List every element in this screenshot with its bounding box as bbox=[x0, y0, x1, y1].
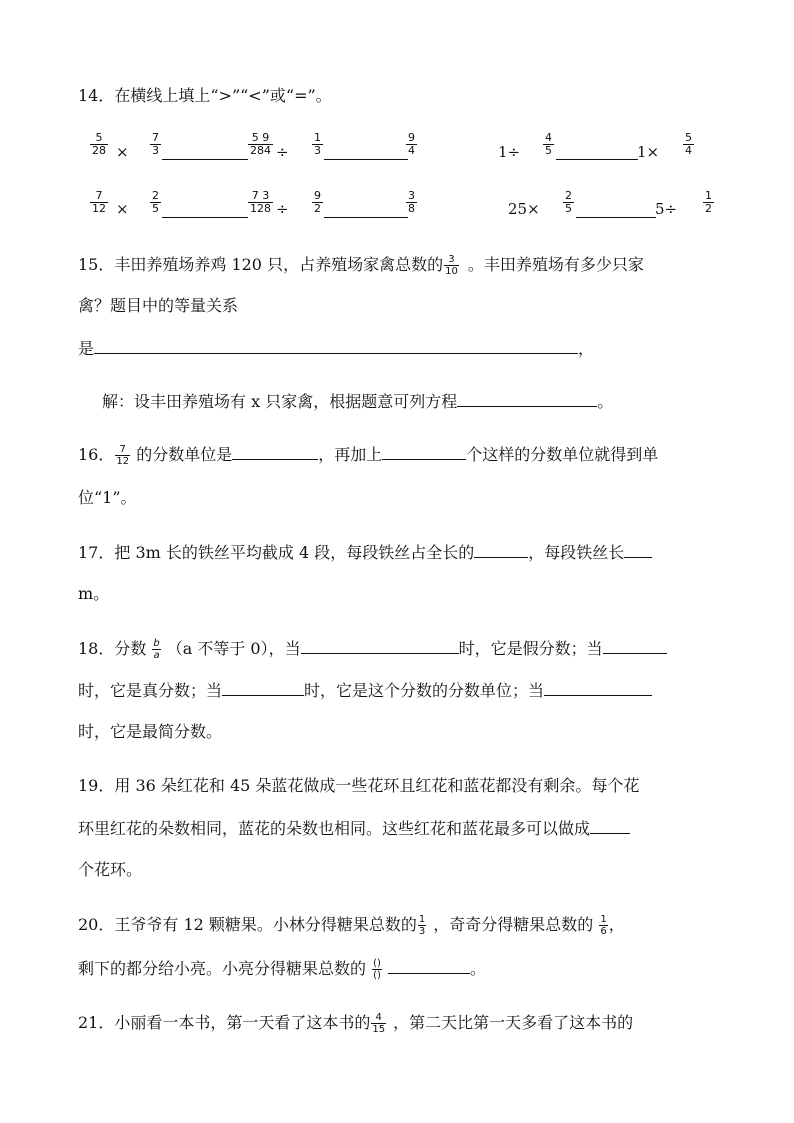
answer-blank[interactable] bbox=[382, 444, 466, 460]
fraction: $\frac{1}{3}$ bbox=[418, 914, 426, 937]
fraction: $\frac{4}{5}$ bbox=[545, 131, 552, 157]
fraction: () () bbox=[373, 958, 381, 981]
answer-blank[interactable] bbox=[324, 159, 408, 160]
answer-blank[interactable] bbox=[324, 217, 408, 218]
q14-title: 14．在横线上填上“>”“<”或“=”。 bbox=[78, 86, 332, 105]
q15-line2: 禽？题目中的等量关系 bbox=[78, 296, 239, 315]
fraction: $\frac{1}{2}$ bbox=[705, 189, 712, 215]
q18-line3: 时，它是最简分数。 bbox=[78, 722, 223, 741]
fraction: $\frac{1}{3}$ bbox=[314, 131, 321, 157]
q16-line2: 位“1”。 bbox=[78, 488, 137, 507]
fraction: $\frac{3}{10}$ bbox=[445, 254, 458, 277]
answer-blank[interactable] bbox=[576, 217, 656, 218]
answer-blank[interactable] bbox=[301, 638, 459, 654]
operator: ÷ bbox=[276, 200, 289, 218]
answer-blank[interactable] bbox=[162, 217, 248, 218]
fraction: $\frac{7 3}{128}$ bbox=[250, 189, 271, 215]
q17-line1: 17．把 3m 长的铁丝平均截成 4 段，每段铁丝占全长的 ，每段铁丝长 bbox=[78, 542, 652, 563]
q21-line1: 21．小丽看一本书，第一天看了这本书的 $\frac{4}{15}$ ，第二天比第一天多看了这本书的 bbox=[78, 1012, 634, 1035]
answer-blank[interactable] bbox=[544, 680, 652, 696]
operator: ÷ bbox=[276, 143, 289, 161]
q16-line1: 16． $\frac{7}{12}$ 的分数单位是 ，再加上 个这样的分数单位就得到单 bbox=[78, 444, 659, 467]
fraction: $\frac{7}{12}$ bbox=[92, 189, 106, 215]
q15-line3: 是 ， bbox=[78, 339, 595, 358]
fraction: $\frac{1}{6}$ bbox=[600, 914, 607, 937]
fraction: $\frac{2}{5}$ bbox=[565, 189, 572, 215]
fraction: $\frac{2}{5}$ bbox=[152, 189, 159, 215]
operator: 5÷ bbox=[655, 200, 678, 218]
q18-line1: 18．分数 $\frac{b}{a}$ （a 不等于 0），当 时，它是假分数；当 bbox=[78, 638, 667, 661]
q20-line1: 20．王爷爷有 12 颗糖果。小林分得糖果总数的 $\frac{1}{3}$ ，奇奇分得糖果总数的 $\frac{1}{6}$ ， bbox=[78, 914, 625, 937]
fraction: $\frac{7}{12}$ bbox=[116, 444, 130, 467]
operator: 25× bbox=[508, 200, 540, 218]
fraction: $\frac{3}{8}$ bbox=[408, 189, 415, 215]
q19-line3: 个花环。 bbox=[78, 860, 143, 879]
answer-blank[interactable] bbox=[232, 444, 318, 460]
answer-blank[interactable] bbox=[388, 958, 470, 974]
answer-blank[interactable] bbox=[222, 680, 304, 696]
fraction: $\frac{4}{15}$ bbox=[372, 1012, 386, 1035]
q17-line2: m。 bbox=[78, 584, 110, 603]
fraction: $\frac{5}{4}$ bbox=[685, 131, 692, 157]
answer-blank[interactable] bbox=[474, 542, 528, 558]
fraction: $\frac{9}{2}$ bbox=[314, 189, 321, 215]
answer-blank[interactable] bbox=[624, 542, 652, 558]
answer-blank[interactable] bbox=[556, 159, 638, 160]
q15-line1: 15．丰田养殖场养鸡 120 只，占养殖场家禽总数的 $\frac{3}{10}$ 。丰田养殖场有多少只家 bbox=[78, 254, 644, 277]
answer-blank[interactable] bbox=[457, 391, 597, 407]
q18-line2: 时，它是真分数；当 时，它是这个分数的分数单位；当 bbox=[78, 680, 652, 701]
q20-line2: 剩下的都分给小亮。小亮分得糖果总数的 () () 。 bbox=[78, 958, 487, 981]
fraction: $\frac{b}{a}$ bbox=[153, 638, 160, 661]
q19-line1: 19．用 36 朵红花和 45 朵蓝花做成一些花环且红花和蓝花都没有剩余。每个花 bbox=[78, 776, 640, 795]
q15-line4: 解：设丰田养殖场有 x 只家禽，根据题意可列方程 。 bbox=[102, 392, 614, 411]
operator: 1× bbox=[637, 143, 660, 161]
answer-blank[interactable] bbox=[162, 159, 248, 160]
q19-line2: 环里红花的朵数相同，蓝花的朵数也相同。这些红花和蓝花最多可以做成 bbox=[78, 818, 630, 839]
operator: × bbox=[116, 200, 129, 218]
fraction: $\frac{9}{4}$ bbox=[408, 131, 415, 157]
operator: 1÷ bbox=[498, 143, 521, 161]
answer-blank[interactable] bbox=[94, 338, 578, 354]
fraction: $\frac{7}{3}$ bbox=[152, 131, 159, 157]
answer-blank[interactable] bbox=[603, 638, 667, 654]
answer-blank[interactable] bbox=[590, 818, 630, 834]
fraction: $\frac{5}{28}$ bbox=[92, 131, 106, 157]
operator: × bbox=[116, 143, 129, 161]
fraction: $\frac{5 9}{284}$ bbox=[250, 131, 271, 157]
